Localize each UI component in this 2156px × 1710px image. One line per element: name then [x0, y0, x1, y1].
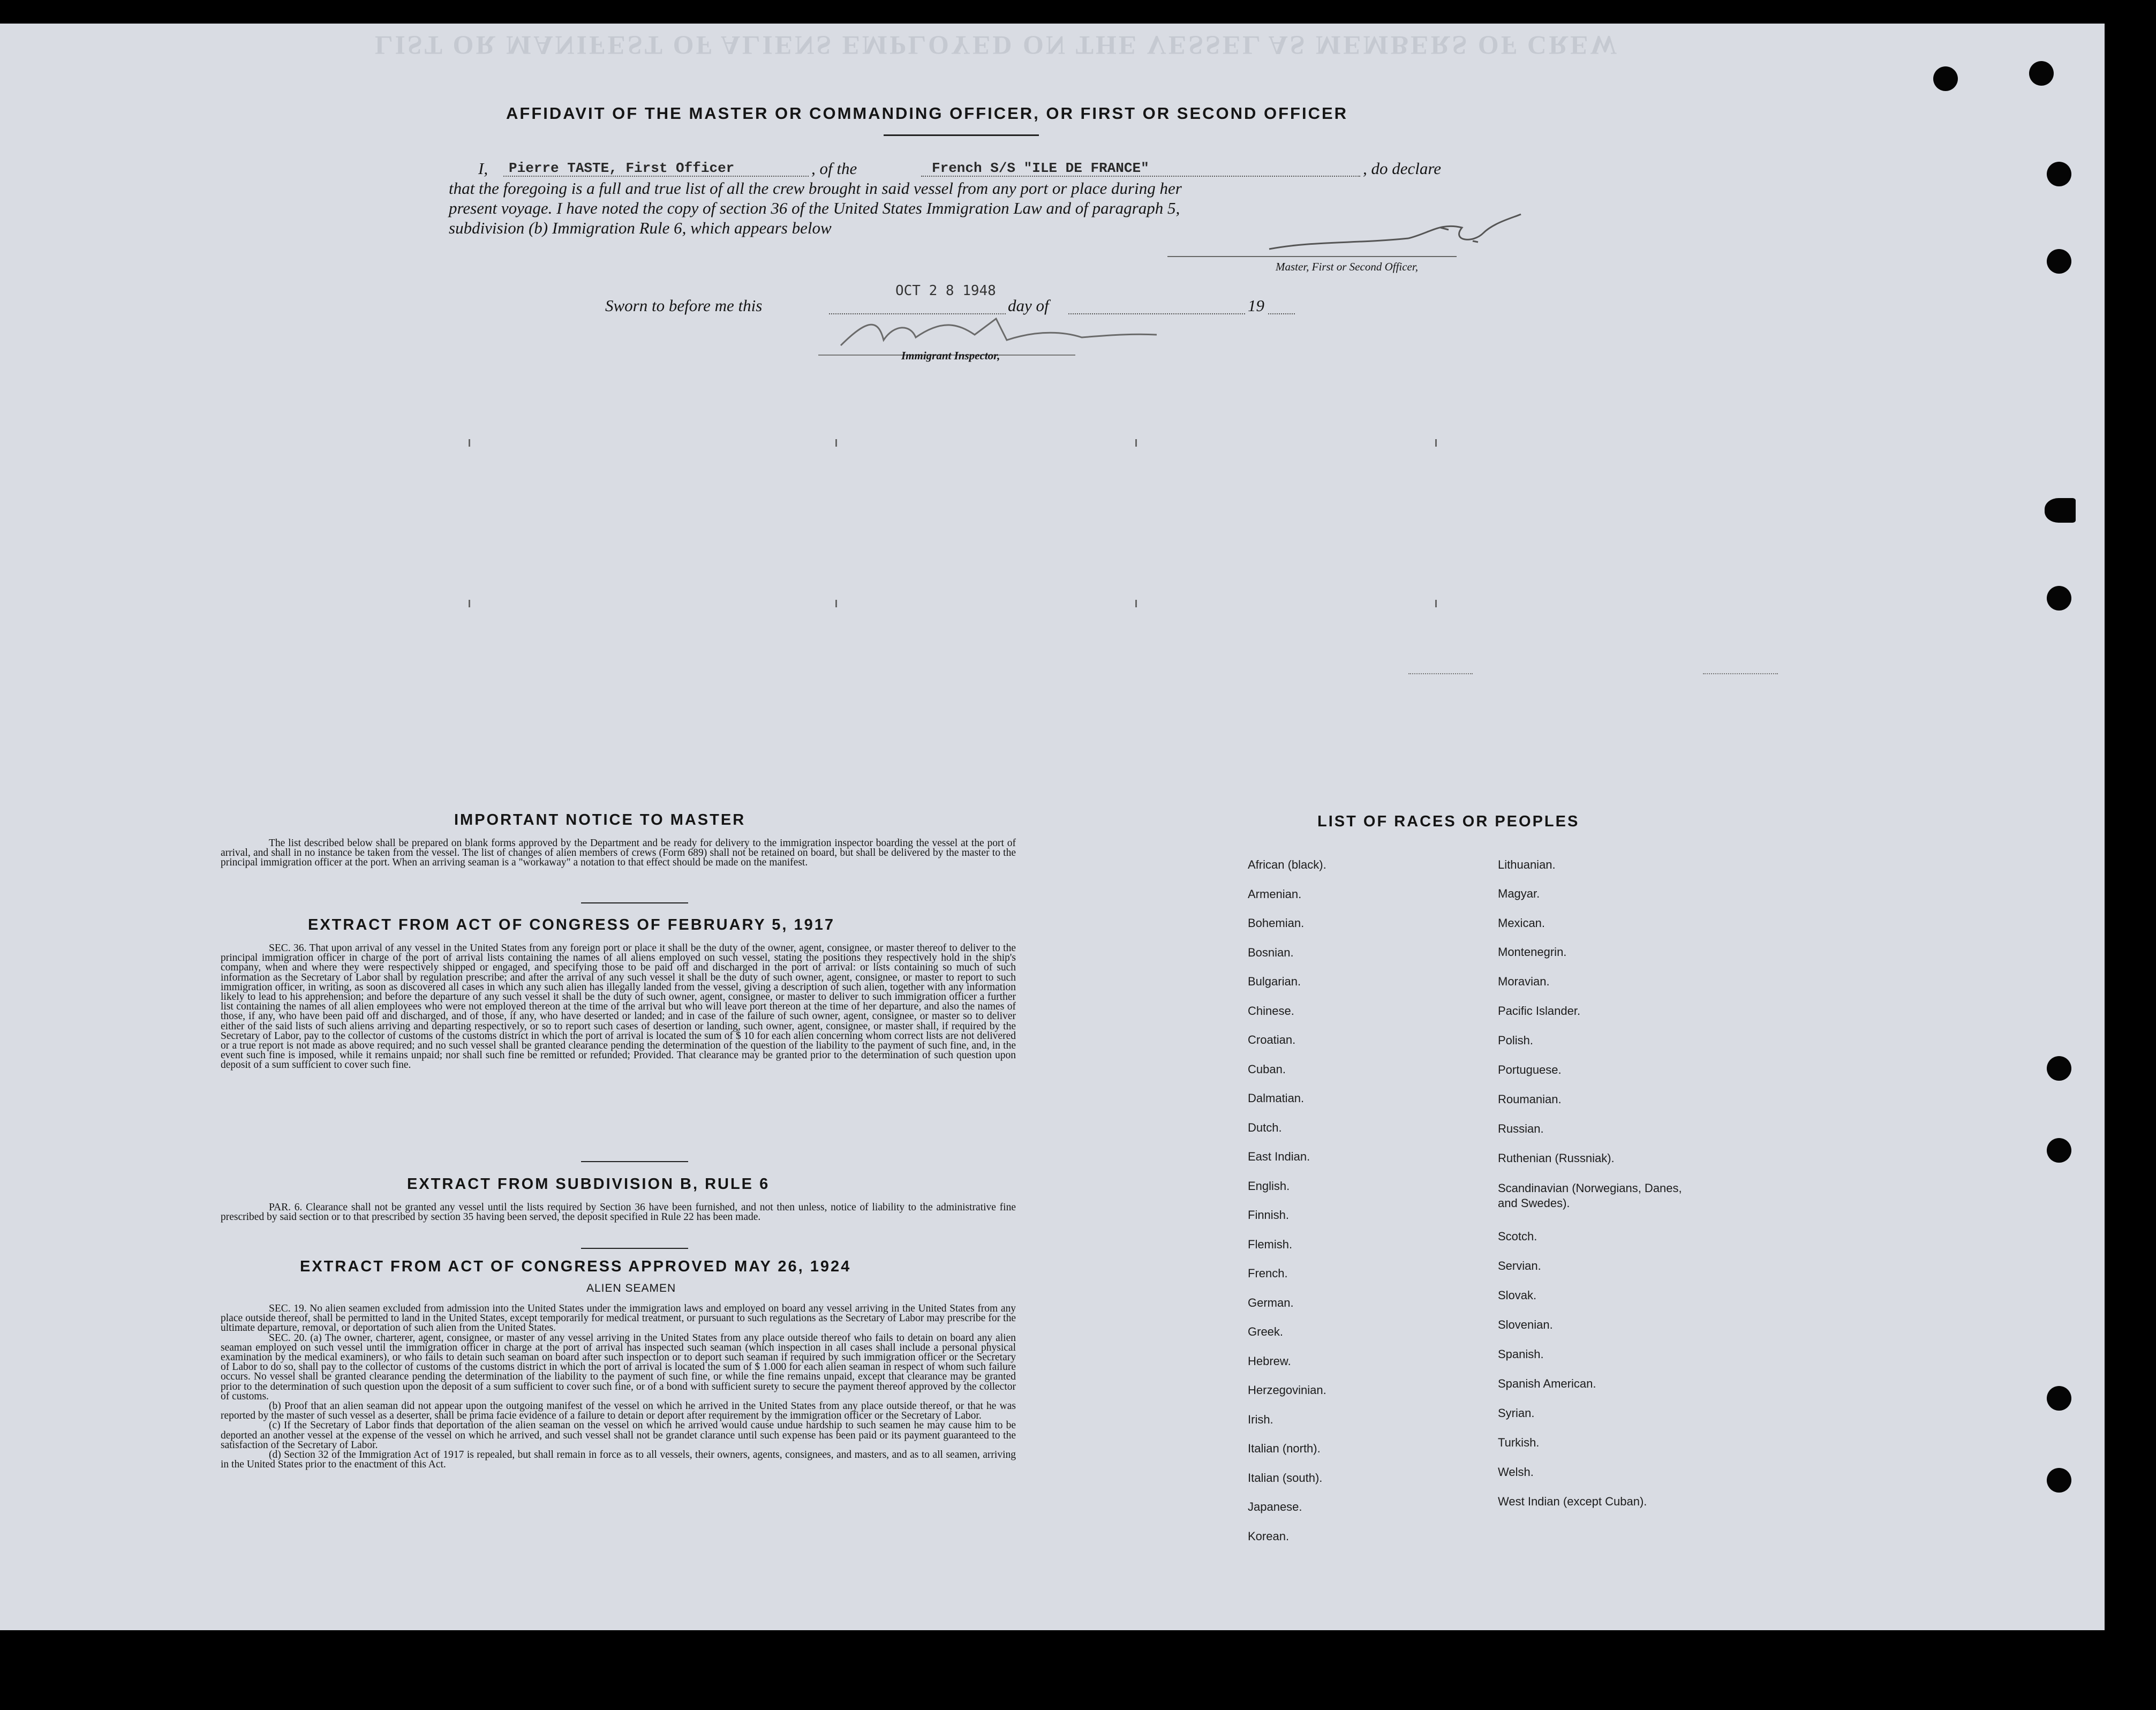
race-item: Herzegovinian.: [1248, 1383, 1326, 1397]
race-item: Italian (north).: [1248, 1442, 1321, 1455]
form-mark: [1135, 600, 1137, 607]
race-item: Dutch.: [1248, 1120, 1282, 1134]
scan-border-right: [2105, 0, 2156, 1710]
race-item: Finnish.: [1248, 1208, 1290, 1222]
race-item: Turkish.: [1498, 1436, 1540, 1449]
race-item: Dalmatian.: [1248, 1091, 1305, 1105]
race-item: Bosnian.: [1248, 945, 1294, 959]
divider: [581, 902, 688, 903]
vessel-name-line: [921, 176, 1360, 177]
race-item: Greek.: [1248, 1325, 1284, 1338]
signature-caption: Master, First or Second Officer,: [1276, 260, 1418, 273]
sworn-day-of: day of: [1008, 296, 1049, 315]
race-item: German.: [1248, 1295, 1294, 1309]
form-mark: [1135, 439, 1137, 447]
race-item: English.: [1248, 1179, 1290, 1193]
sworn-year-prefix: 19: [1248, 296, 1264, 315]
race-item: Roumanian.: [1498, 1093, 1562, 1106]
inspector-signature: [835, 308, 1167, 361]
race-item: Japanese.: [1248, 1500, 1302, 1513]
race-item: Flemish.: [1248, 1237, 1293, 1251]
race-item: Scotch.: [1498, 1230, 1537, 1243]
sec20c-text: (c) If the Secretary of Labor finds that deportation of the alien seaman on the vessel on which he arrived would cause undue hardship to such seamen he may cause him to be deported an another vessel at the expense of the vessel on which he arrived, and such vessel shall not be grandet clarance until such expense has been paid or its payment guaranteed to the satisfaction of the Secretary of Labor.: [221, 1420, 1016, 1451]
punch-hole-icon: [2047, 1056, 2071, 1081]
race-item: Bulgarian.: [1248, 975, 1301, 988]
race-item: Hebrew.: [1248, 1354, 1291, 1368]
race-item: Irish.: [1248, 1412, 1273, 1426]
races-title: LIST OF RACES OR PEOPLES: [1317, 813, 1580, 830]
race-item: Moravian.: [1498, 975, 1550, 988]
punch-hole-icon: [1933, 66, 1958, 91]
race-item: Scandinavian (Norwegians, Danes, and Swedes).: [1498, 1181, 1682, 1210]
signature-line: [1167, 256, 1457, 257]
notice-text: The list described below shall be prepared on blank forms approved by the Department and be ready for delivery to the immigration inspector boarding the vessel at the port of arrival, and shall in no instance be taken from the vessel. The list of changes of alien members of crews (Form 689) shall not be retained on board, but shall be delivered by the master to the principal immigration officer at the port. When an arriving seaman is a "workaway" a notation to that effect should be made on the manifest.: [221, 838, 1016, 869]
form-mark: [469, 439, 470, 447]
punch-hole-icon: [2029, 61, 2054, 86]
race-item: West Indian (except Cuban).: [1498, 1495, 1647, 1508]
extract-1917-title: EXTRACT FROM ACT OF CONGRESS OF FEBRUARY 5, 1917: [308, 916, 835, 933]
bleed-through-text: LIST OR MANIFEST OF ALIENS EMPLOYED ON THE VESSEL AS MEMBERS OF CREW: [375, 31, 1619, 61]
race-item: Russian.: [1498, 1122, 1544, 1135]
race-item: Lithuanian.: [1498, 858, 1556, 871]
race-item: Syrian.: [1498, 1406, 1535, 1420]
race-item: Pacific Islander.: [1498, 1004, 1581, 1018]
extract-1924-body: [221, 1304, 1016, 1470]
race-item: Mexican.: [1498, 916, 1546, 930]
punch-hole-icon: [2047, 1468, 2071, 1493]
vessel-name-value: French S/S "ILE DE FRANCE": [932, 160, 1149, 176]
form-mark: [1408, 673, 1473, 674]
race-item: Korean.: [1248, 1529, 1290, 1543]
race-item: Bohemian.: [1248, 916, 1305, 930]
affidavit-line-2: that the foregoing is a full and true list of all the crew brought in said vessel from any port or place during her: [449, 179, 1182, 198]
extract-1917-text: SEC. 36. That upon arrival of any vessel in the United States from any foreign port or place it shall be the duty of the owner, agent, consignee, or master thereof to deliver to the principal immigration officer in charge of the port of arrival lists containing the names of all aliens employed on such vessel, stating the positions they respectively hold in the ship's company, when and where they were respectively shipped or engaged, and specifying those to be paid off and discharged in the port of arrival: or lists containing so much of such information as the Secretary of Labor shall by regulation prescribe; and after the arrival of any such vessel it shall be the duty of such owner, agent, consignee, or master to report to such immigration officer, in writing, as soon as discovered all cases in which any such alien has illegally landed from the vessel, giving a description of such alien, together with any information likely to lead to his apprehension; and before the departure of any such vessel it shall be the duty of such owner, agent, consignee, or master to deliver to such immigration officer a further list containing the names of all alien employees who were not employed thereon at the time of the arrival but who will leave port thereon at the time of her departure, and also the names of those, if any, who have been paid off and discharged, and of those, if any, who have deserted or landed; and in case of the failure of such owner, agent, consignee, or master so to deliver either of the said lists of such aliens arriving and departing respectively, or so to report such cases of desertion or landing, such owner, agent, consignee, or master shall, if required by the Secretary of Labor, pay to the collector of customs of the customs district in which the port of arrival is located the sum of $ 10 for each alien concerning whom correct lists are not delivered or a true report is not made as above required; and no such vessel shall be granted clearance pending the determination of the question of the liability to the payment of such fine, and, in the event such fine is imposed, while it remains unpaid; nor shall such fine be remitted or refunded; Provided. That clearance may be granted prior to the determination of such question upon deposit of a sum sufficient to cover such fine.: [221, 943, 1016, 1071]
race-item: Italian (south).: [1248, 1471, 1323, 1485]
form-mark: [469, 600, 470, 607]
extract-1924-subtitle: ALIEN SEAMEN: [586, 1282, 676, 1294]
sec19-text: SEC. 19. No alien seamen excluded from admission into the United States under the immigration laws and employed on board any vessel arriving in the United States from any place outside thereof, shall be permitted to land in the United States, except temporarily for medical treatment, or pursuant to such regulations as the Secretary of Labor may prescribe for the ultimate departure, removal, or deportation of such alien from the United States.: [221, 1303, 1016, 1334]
divider: [581, 1161, 688, 1162]
race-item: Ruthenian (Russniak).: [1498, 1151, 1615, 1165]
punch-hole-icon: [2047, 1386, 2071, 1411]
rule6-title: EXTRACT FROM SUBDIVISION B, RULE 6: [407, 1176, 770, 1193]
inspector-caption: Immigrant Inspector,: [901, 349, 1000, 362]
race-item: East Indian.: [1248, 1150, 1310, 1163]
race-item: Spanish.: [1498, 1347, 1544, 1361]
officer-name-value: Pierre TASTE, First Officer: [509, 160, 735, 176]
affidavit-do-declare: , do declare: [1363, 159, 1442, 178]
punch-hole-icon: [2047, 1138, 2071, 1163]
form-mark: [835, 439, 837, 447]
extract-1924-title: EXTRACT FROM ACT OF CONGRESS APPROVED MAY 26, 1924: [300, 1258, 851, 1275]
affidavit-line-4: subdivision (b) Immigration Rule 6, which appears below: [449, 219, 832, 237]
sec20d-text: (d) Section 32 of the Immigration Act of 1917 is repealed, but shall remain in force as to all vessels, their owners, agents, consignees, and masters, and as to all seamen, arriving in the United States prior to the enactment of this Act.: [221, 1449, 1016, 1471]
sworn-label: Sworn to before me this: [605, 296, 763, 315]
punch-hole-icon: [2045, 498, 2076, 523]
race-item: Slovak.: [1498, 1289, 1537, 1302]
race-item: Slovenian.: [1498, 1318, 1553, 1331]
race-item: African (black).: [1248, 858, 1326, 871]
date-stamp: OCT 2 8 1948: [895, 283, 996, 299]
form-mark: [1703, 673, 1778, 674]
punch-hole-icon: [2047, 162, 2071, 186]
race-item: Cuban.: [1248, 1062, 1286, 1076]
form-mark: [1435, 600, 1437, 607]
race-item: Croatian.: [1248, 1033, 1296, 1046]
race-item: Magyar.: [1498, 887, 1540, 900]
officer-name-line: [503, 176, 809, 177]
notice-title: IMPORTANT NOTICE TO MASTER: [454, 811, 746, 828]
affidavit-of-the: , of the: [811, 159, 857, 178]
race-item: Chinese.: [1248, 1004, 1294, 1018]
affidavit-title: AFFIDAVIT OF THE MASTER OR COMMANDING OFFICER, OR FIRST OR SECOND OFFICER: [506, 104, 1348, 123]
race-item: Polish.: [1498, 1034, 1534, 1047]
affidavit-i-label: I,: [478, 159, 488, 178]
race-item: Portuguese.: [1498, 1063, 1562, 1076]
form-mark: [1435, 439, 1437, 447]
race-item: Armenian.: [1248, 887, 1302, 901]
rule6-text: PAR. 6. Clearance shall not be granted any vessel until the lists required by Section 36 have been furnished, and not then unless, notice of liability to the administrative fine prescribed by said section or to that prescribed by section 35 having been served, the deposit specified in Rule 22 has been made.: [221, 1202, 1016, 1223]
officer-signature: [1248, 212, 1526, 260]
race-item: Spanish American.: [1498, 1377, 1596, 1390]
punch-hole-icon: [2047, 249, 2071, 274]
sec20b-text: (b) Proof that an alien seaman did not appear upon the outgoing manifest of the vessel on which he arrived in the United States from any place outside thereof, or that he was reported by the master of such vessel as a deserter, shall be prima facie evidence of a failure to detain or deport after requirement by the immigration officer or the Secretary of Labor.: [221, 1400, 1016, 1422]
race-item: Montenegrin.: [1498, 945, 1567, 959]
sworn-year-line: [1268, 313, 1295, 314]
form-mark: [835, 600, 837, 607]
notice-body: [221, 839, 1016, 868]
race-item: French.: [1248, 1267, 1288, 1280]
sec20a-text: SEC. 20. (a) The owner, charterer, agent, consignee, or master of any vessel arriving in the United States from any place outside thereof who fails to detain on board any alien seaman employed on such vessel until the immigration officer in charge at the port of arrival has inspected such seaman (which inspection in all cases shall include a personal physical examination by the medical examiners), or who fails to detain such seaman on board after such inspection or to deport such seaman if required by such immigration officer or the Secretary of Labor to do so, shall pay to the collector of customs of the customs district in which the port of arrival is located the sum of $ 1.000 for each alien seaman in respect of whom such failure occurs. No vessel shall be granted clearance pending the determination of the liability to the payment of such fine, or while the fine remains unpaid, except that clearance may be granted prior to the determination of such question upon the deposit of a sum sufficient to cover such fine, or of a bond with sufficient surety to secure the payment thereof approved by the collector of customs.: [221, 1332, 1016, 1402]
rule6-body: [221, 1203, 1016, 1222]
punch-hole-icon: [2047, 586, 2071, 611]
affidavit-line-3: present voyage. I have noted the copy of section 36 of the United States Immigration Law and of paragraph 5,: [449, 199, 1180, 217]
divider: [581, 1248, 688, 1249]
extract-1917-body: [221, 944, 1016, 1071]
race-item: Servian.: [1498, 1259, 1541, 1272]
race-item: Welsh.: [1498, 1465, 1534, 1479]
title-rule: [884, 134, 1039, 136]
